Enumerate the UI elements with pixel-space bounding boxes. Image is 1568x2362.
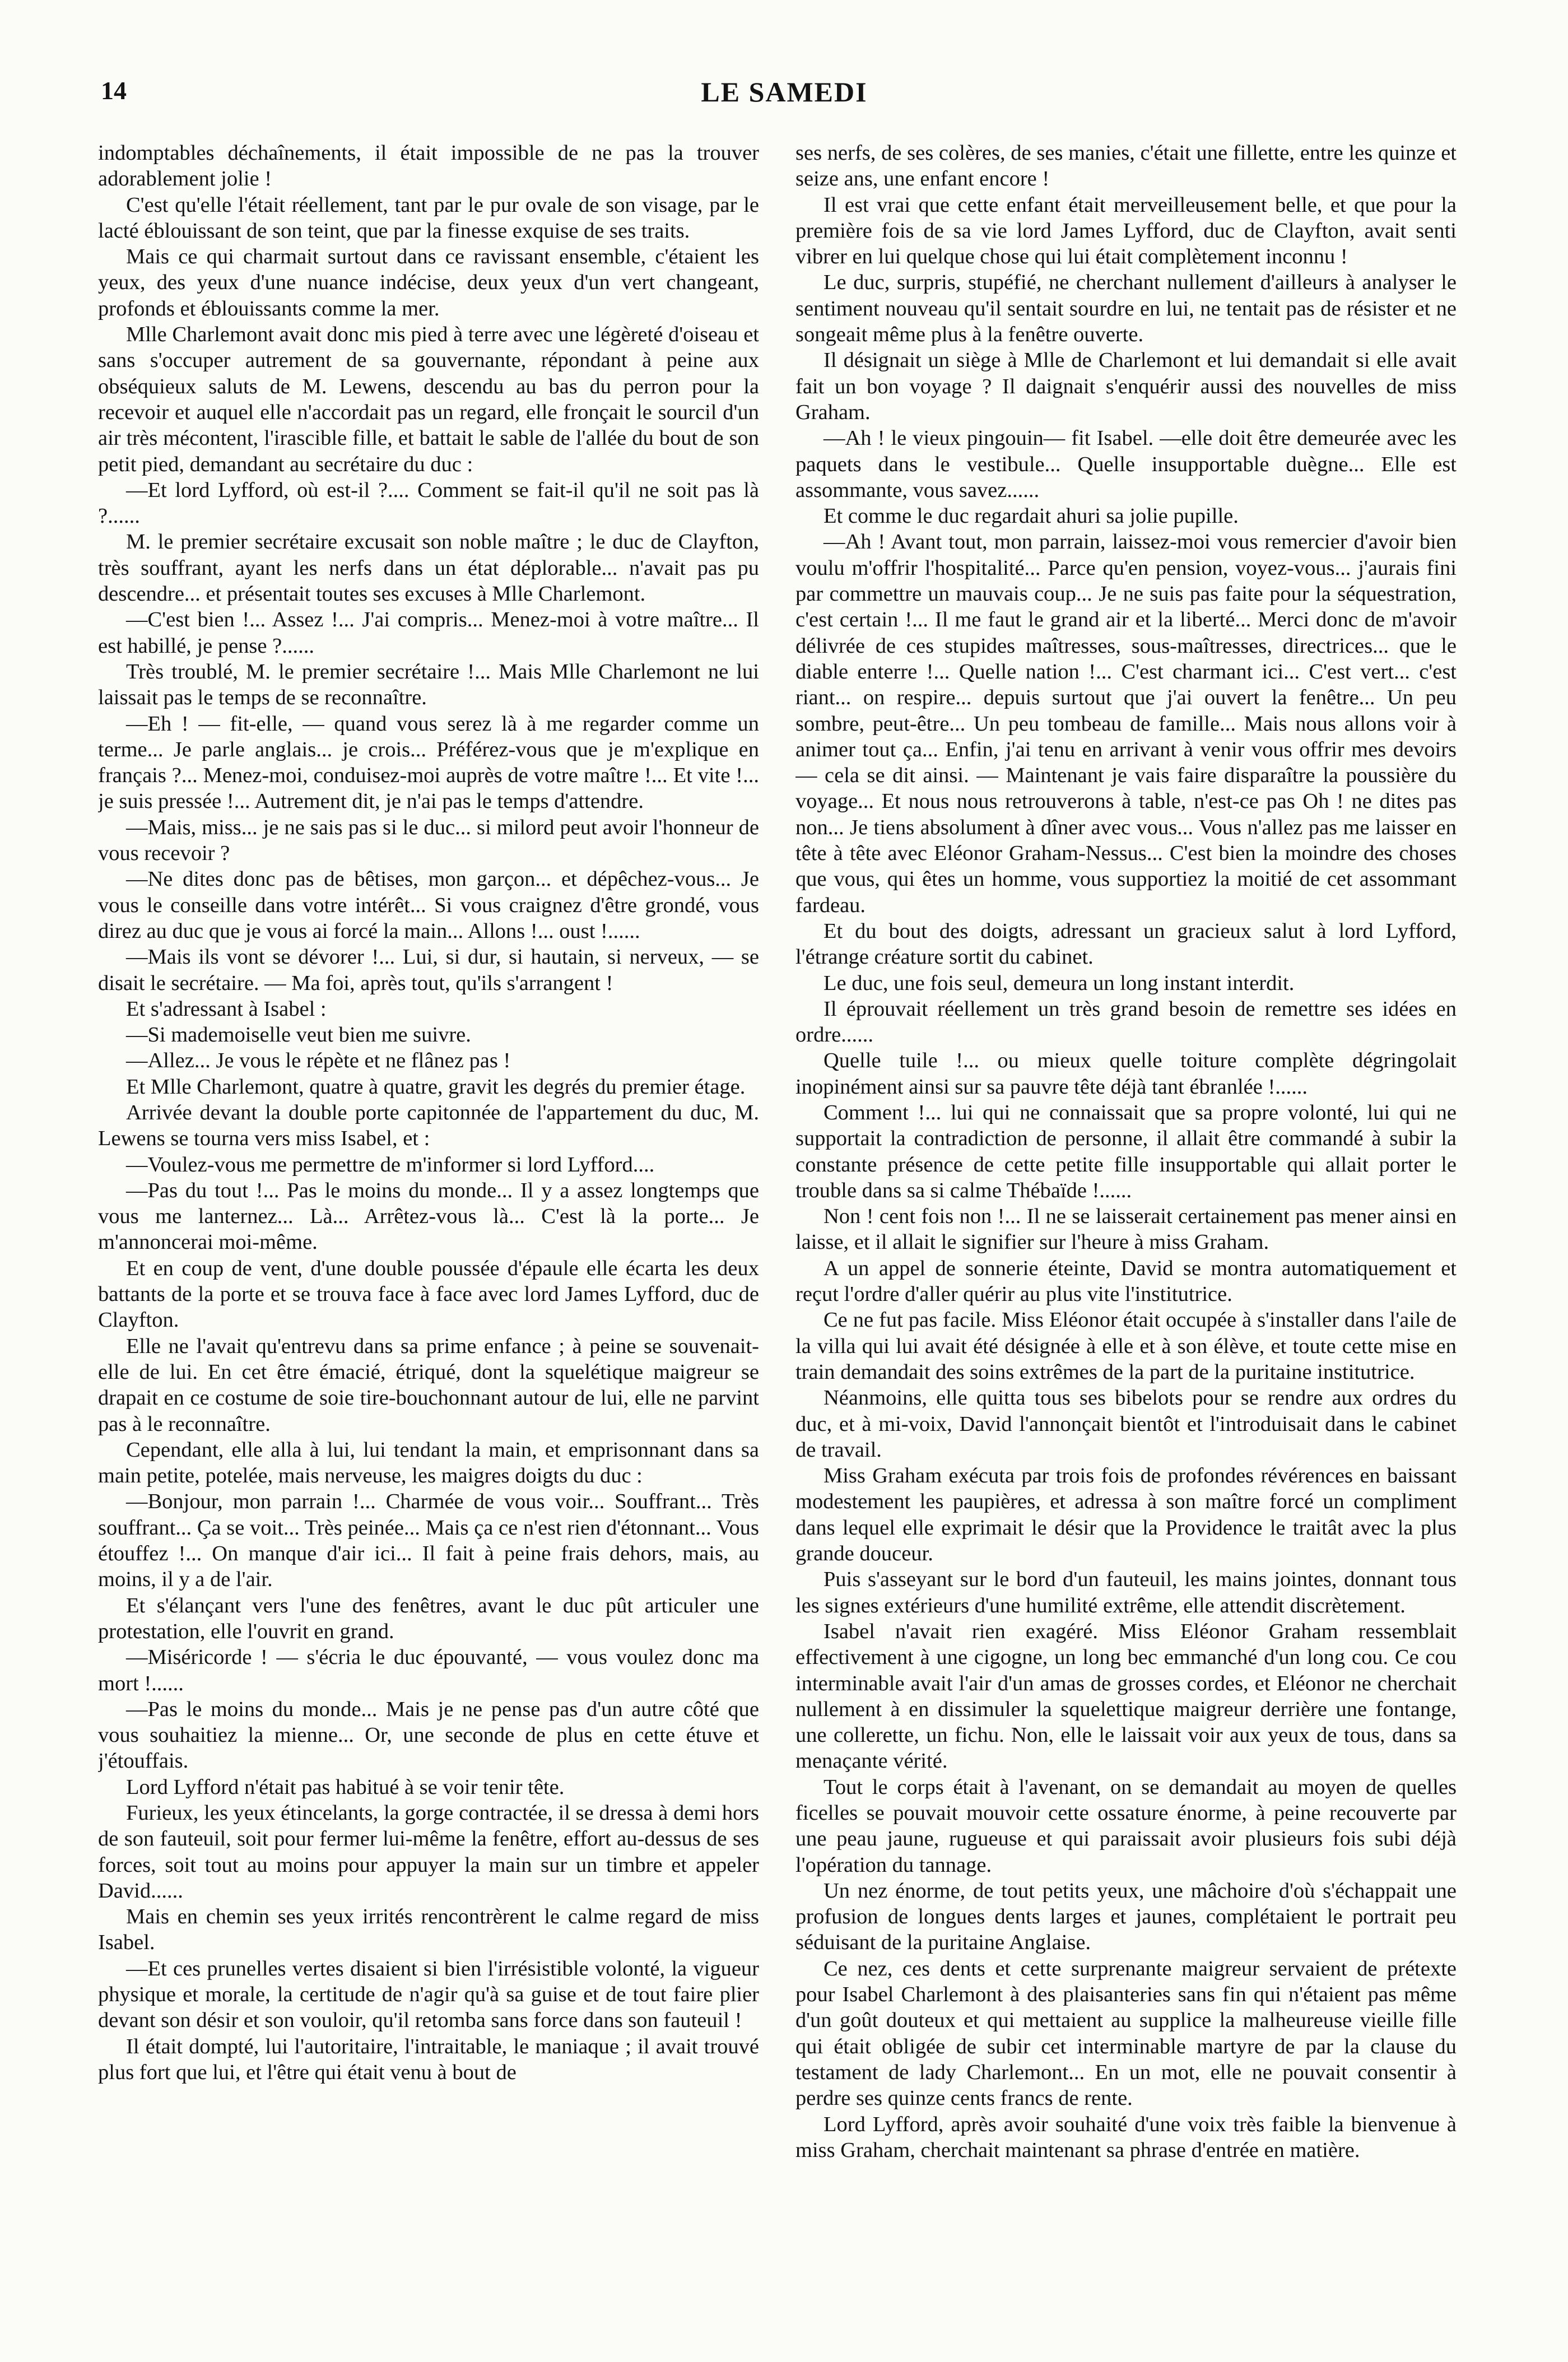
paragraph: —Ne dites donc pas de bêtises, mon garçon... et dépêchez-vous... Je vous le conseille dans votre intérêt... Si vous craignez d'être grondé, vous direz au duc que je vous ai forcé la main... Allons !... oust !...... (98, 867, 759, 943)
paragraph: —C'est bien !... Assez !... J'ai compris... Menez-moi à votre maître... Il est habillé, je pense ?...... (98, 608, 759, 658)
paragraph: Un nez énorme, de tout petits yeux, une mâchoire d'où s'échappait une profusion de longues dents larges et jaunes, complétaient le portrait peu séduisant de la puritaine Anglaise. (795, 1879, 1457, 1955)
paragraph: —Mais ils vont se dévorer !... Lui, si dur, si hautain, si nerveux, — se disait le secrétaire. — Ma foi, après tout, qu'ils s'arrangent ! (98, 945, 759, 995)
paragraph: Lord Lyfford, après avoir souhaité d'une voix très faible la bienvenue à miss Graham, cherchait maintenant sa phrase d'entrée en matière. (795, 2112, 1457, 2162)
paragraph: Et s'élançant vers l'une des fenêtres, avant le duc pût articuler une protestation, elle l'ouvrit en grand. (98, 1593, 759, 1643)
paragraph: —Miséricorde ! — s'écria le duc épouvanté, — vous voulez donc ma mort !...... (98, 1645, 759, 1695)
paragraph: Et du bout des doigts, adressant un gracieux salut à lord Lyfford, l'étrange créature sortit du cabinet. (795, 919, 1457, 969)
paragraph: Mais en chemin ses yeux irrités rencontrèrent le calme regard de miss Isabel. (98, 1905, 759, 1955)
paragraph: A un appel de sonnerie éteinte, David se montra automatiquement et reçut l'ordre d'aller quérir au plus vite l'institutrice. (795, 1256, 1457, 1306)
page-header (101, 76, 1468, 126)
paragraph: ses nerfs, de ses colères, de ses manies, c'était une fillette, entre les quinze et seize ans, une enfant encore ! (795, 141, 1457, 191)
paragraph: Il désignait un siège à Mlle de Charlemont et lui demandait si elle avait fait un bon voyage ? Il daignait s'enquérir aussi des nouvelles de miss Graham. (795, 348, 1457, 424)
paragraph: Mlle Charlemont avait donc mis pied à terre avec une légèreté d'oiseau et sans s'occuper autrement de sa gouvernante, répondant à peine aux obséquieux saluts de M. Lewens, descendu au bas du perron pour la recevoir et auquel elle n'accordait pas un regard, elle fronçait le sourcil d'un air très mécontent, l'irascible fille, et battait le sable de l'allée du bout de son petit pied, demandant au secrétaire du duc : (98, 323, 759, 476)
paragraph: Puis s'asseyant sur le bord d'un fauteuil, les mains jointes, donnant tous les signes extérieurs d'une humilité extrême, elle attendit discrètement. (795, 1568, 1457, 1617)
paragraph: Il était dompté, lui l'autoritaire, l'intraitable, le maniaque ; il avait trouvé plus fort que lui, et l'être qui était venu à bout de (98, 2034, 759, 2084)
paragraph: —Pas le moins du monde... Mais je ne pense pas d'un autre côté que vous souhaitiez la mienne... Or, une seconde de plus en cette étuve et j'étouffais. (98, 1697, 759, 1773)
paragraph: —Mais, miss... je ne sais pas si le duc... si milord peut avoir l'honneur de vous recevoir ? (98, 815, 759, 866)
paragraph: M. le premier secrétaire excusait son noble maître ; le duc de Clayfton, très souffrant, ayant les nerfs dans un état déplorable... n'avait pas pu descendre... et présentait toutes ses excuses à Mlle Charlemont. (98, 530, 759, 606)
paragraph: Isabel n'avait rien exagéré. Miss Eléonor Graham ressemblait effectivement à une cigogne, un long bec emmanché d'un long cou. Ce cou interminable avait l'air d'un amas de grosses cordes, et Eléonor ne cherchait nullement à en dissimuler la squelettique maigreur derrière une fontange, une collerette, un fichu. Non, elle le laissait voir aux yeux de tous, dans sa menaçante vérité. (795, 1619, 1457, 1773)
paragraph: —Allez... Je vous le répète et ne flânez pas ! (126, 1049, 511, 1073)
paragraph: Arrivée devant la double porte capitonnée de l'appartement du duc, M. Lewens se tourna vers miss Isabel, et : (98, 1100, 759, 1151)
running-title: LE SAMEDI (701, 76, 868, 108)
paragraph: Ce nez, ces dents et cette surprenante maigreur servaient de prétexte pour Isabel Charlemont à des plaisanteries sans fin qui n'étaient pas même d'un goût douteux et qui mettaient au supplice la malheureuse vieille fille qui était obligée de subir cet interminable martyre de par la clause du testament de lady Charlemont... En un mot, elle ne pouvait consentir à perdre ses quinze cents francs de rente. (795, 1956, 1457, 2110)
right-column (795, 140, 1457, 2325)
paragraph: Et en coup de vent, d'une double poussée d'épaule elle écarta les deux battants de la porte et se trouva face à face avec lord James Lyfford, duc de Clayfton. (98, 1256, 759, 1332)
paragraph: Très troublé, M. le premier secrétaire !... Mais Mlle Charlemont ne lui laissait pas le temps de se reconnaître. (98, 659, 759, 710)
paragraph: Non ! cent fois non !... Il ne se laisserait certainement pas mener ainsi en laisse, et il allait le signifier sur l'heure à miss Graham. (795, 1205, 1457, 1254)
paragraph: —Bonjour, mon parrain !... Charmée de vous voir... Souffrant... Très souffrant... Ça se voit... Très peinée... Mais ça ce n'est rien d'étonnant... Vous étouffez !... On manque d'air ici... Il fait à peine frais dehors, mais, au moins, il y a de l'air. (98, 1490, 759, 1592)
paragraph: Il éprouvait réellement un très grand besoin de remettre ses idées en ordre...... (795, 997, 1457, 1047)
paragraph: Tout le corps était à l'avenant, on se demandait au moyen de quelles ficelles se pouvait mouvoir cette ossature énorme, à peine recouverte par une peau jaune, rugueuse et qui paraissait avoir plusieurs fois subi déjà l'opération du tannage. (795, 1775, 1457, 1877)
left-column (98, 140, 759, 2325)
paragraph: Lord Lyfford n'était pas habitué à se voir tenir tête. (126, 1775, 565, 1799)
paragraph: Furieux, les yeux étincelants, la gorge contractée, il se dressa à demi hors de son fauteuil, soit pour fermer lui-même la fenêtre, effort au-dessus de ses forces, soit tout au moins pour appuyer la main sur un timbre et appeler David...... (98, 1801, 759, 1903)
paragraph: Miss Graham exécuta par trois fois de profondes révérences en baissant modestement les paupières, et adressa à son maître forcé un compliment dans lequel elle exprimait le désir que la Providence le traitât avec la plus grande douceur. (795, 1464, 1457, 1566)
paragraph: —Ah ! le vieux pingouin— fit Isabel. —elle doit être demeurée avec les paquets dans le vestibule... Quelle insupportable duègne... Elle est assommante, vous savez...... (795, 426, 1457, 502)
paragraph: Ce ne fut pas facile. Miss Eléonor était occupée à s'installer dans l'aile de la villa qui lui avait été désignée à elle et à son élève, et toute cette mise en train demandait des soins extrêmes de la part de la puritaine institutrice. (795, 1308, 1457, 1384)
paragraph: Et comme le duc regardait ahuri sa jolie pupille. (823, 504, 1239, 528)
paragraph: —Eh ! — fit-elle, — quand vous serez là à me regarder comme un terme... Je parle anglais... je crois... Préférez-vous que je m'explique en français ?... Menez-moi, conduisez-moi auprès de votre maître !... Et vite !... je suis pressée !... Autrement dit, je n'ai pas le temps d'attendre. (98, 712, 759, 813)
paragraph: Mais ce qui charmait surtout dans ce ravissant ensemble, c'étaient les yeux, des yeux d'une nuance indécise, deux yeux d'un vert changeant, profonds et éblouissants comme la mer. (98, 245, 759, 320)
paragraph: Quelle tuile !... ou mieux quelle toiture complète dégringolait inopinément ainsi sur sa pauvre tête déjà tant ébranlée !...... (795, 1049, 1457, 1099)
paragraph: —Ah ! Avant tout, mon parrain, laissez-moi vous remercier d'avoir bien voulu m'offrir l'hospitalité... Parce qu'en pension, voyez-vous... j'aurais fini par commettre un mauvais coup... Je ne suis pas faite pour la séquestration, c'est certain !... Il me faut le grand air et la liberté... Merci donc de m'avoir délivrée de ces stupides maîtresses, sous-maîtresses, directrices... que le diable enterre !... Quelle nation !... C'est charmant ici... C'est vert... c'est riant... on respire... depuis surtout que j'ai ouvert la fenêtre... Un peu sombre, peut-être... Un peu tombeau de famille... Mais nous allons voir à animer tout ça... Enfin, j'ai tenu en arrivant à venir vous offrir mes devoirs — cela se dit ainsi. — Maintenant je vais faire disparaître la poussière du voyage... Et nous nous retrouverons à table, n'est-ce pas Oh ! ne dites pas non... Je tiens absolument à dîner avec vous... Vous n'allez pas me laisser en tête à tête avec Eléonor Graham-Nessus... C'est bien la moindre des choses que vous, qui êtes un homme, vous supportiez la moitié de cet assommant fardeau. (795, 530, 1457, 917)
paragraph: C'est qu'elle l'était réellement, tant par le pur ovale de son visage, par le lacté éblouissant de son teint, que par la finesse exquise de ses traits. (98, 193, 759, 243)
paragraph: Elle ne l'avait qu'entrevu dans sa prime enfance ; à peine se souvenait-elle de lui. En cet être émacié, étriqué, dont la squelétique maigreur se drapait en ce costume de soie tire-bouchonnant autour de lui, elle ne parvint pas à le reconnaître. (98, 1334, 759, 1436)
paragraph: Et Mlle Charlemont, quatre à quatre, gravit les degrés du premier étage. (126, 1075, 746, 1099)
paragraph: —Et ces prunelles vertes disaient si bien l'irrésistible volonté, la vigueur physique et morale, la certitude de n'agir qu'à sa guise et de tout faire plier devant son désir et son vouloir, qu'il retomba sans force dans son fauteuil ! (98, 1956, 759, 2033)
paragraph: Néanmoins, elle quitta tous ses bibelots pour se rendre aux ordres du duc, et à mi-voix, David l'annonçait bientôt et l'introduisait dans le cabinet de travail. (795, 1386, 1457, 1462)
paragraph: Et s'adressant à Isabel : (126, 997, 327, 1021)
paragraph: Le duc, une fois seul, demeura un long instant interdit. (823, 971, 1295, 995)
paragraph: —Et lord Lyfford, où est-il ?.... Comment se fait-il qu'il ne soit pas là ?...... (98, 478, 759, 528)
paragraph: Le duc, surpris, stupéfié, ne cherchant nullement d'ailleurs à analyser le sentiment nouveau qu'il sentait sourdre en lui, ne tentait pas de résister et ne songeait même plus à la fenêtre ouverte. (795, 271, 1457, 347)
paragraph: Comment !... lui qui ne connaissait que sa propre volonté, lui qui ne supportait la contradiction de personne, il allait être commandé à subir la constante présence de cette petite fille insupportable qui allait porter le trouble dans sa si calme Thébaïde !...... (795, 1100, 1457, 1202)
page-number: 14 (101, 76, 127, 105)
paragraph: —Voulez-vous me permettre de m'informer si lord Lyfford.... (126, 1152, 655, 1177)
paragraph: Il est vrai que cette enfant était merveilleusement belle, et que pour la première fois de sa vie lord James Lyfford, duc de Clayfton, avait senti vibrer en lui quelque chose qui lui était complètement inconnu ! (795, 193, 1457, 269)
paragraph: —Pas du tout !... Pas le moins du monde... Il y a assez longtemps que vous me lanternez... Là... Arrêtez-vous là... C'est là la porte... Je m'annoncerai moi-même. (98, 1178, 759, 1254)
paragraph: —Si mademoiselle veut bien me suivre. (126, 1023, 471, 1047)
paragraph: Cependant, elle alla à lui, lui tendant la main, et emprisonnant dans sa main petite, potelée, mais nerveuse, les maigres doigts du duc : (98, 1438, 759, 1488)
paragraph: indomptables déchaînements, il était impossible de ne pas la trouver adorablement jolie ! (98, 141, 759, 191)
